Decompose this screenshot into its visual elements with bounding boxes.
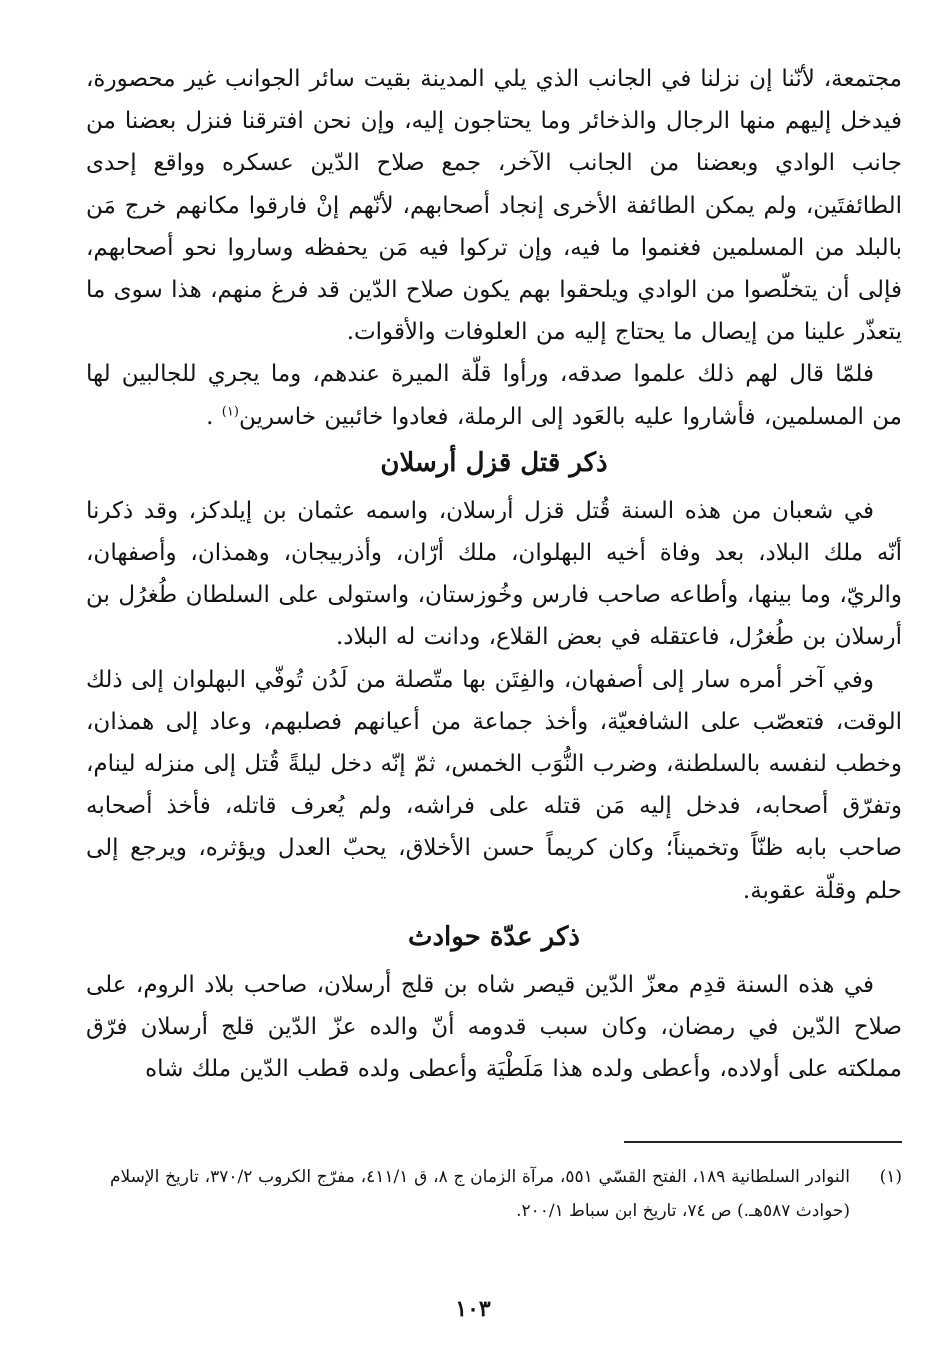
section-heading-events: ذكر عدّة حوادث [408, 921, 580, 952]
paragraph-continued: مجتمعة، لأنّنا إن نزلنا في الجانب الذي يلي المدينة بقيت سائر الجوانب غير محصورة، فيدخل إليهم منها الرجال والذخائر وما يحتاجون إليه، وإن نحن افترقنا فنزل بعضنا من جانب الوادي وبعضنا من الجانب الآخر، جمع صلاح الدّين عسكره وواقع إحدى الطائفتَين، ولم يمكن الطائفة الأخرى إنجاد أصحابهم، لأنّهم إنْ فارقوا مكانهم خرج مَن بالبلد من المسلمين فغنموا ما فيه، وإن تركوا فيه مَن يحفظه وساروا نحو أصحابهم، فإلى أن يتخلّصوا من الوادي ويلحقوا بهم يكون صلاح الدّين قد فرغ منهم، هذا سوى ما يتعذّر علينا من إيصال ما يحتاج إليه من العلوفات والأقوات. [86, 66, 902, 346]
paragraph-return-text: فلمّا قال لهم ذلك علموا صدقه، ورأوا قلّة الميرة عندهم، وما يجري للجالبين لها من المسلمين، فأشاروا عليه بالعَود إلى الرملة، فعادوا خائبين خاسرين [86, 361, 902, 430]
footnote-text: النوادر السلطانية ١٨٩، الفتح القسّي ٥٥١، مرآة الزمان ج ٨، ق ٤١١/١، مفرّج الكروب ٣٧٠/٢، تاريخ الإسلام (حوادث ٥٨٧هـ.) ص ٧٤، تاريخ ابن سباط ٢٠٠/١. [110, 1167, 850, 1221]
paragraph-return [86, 353, 902, 437]
paragraph-events-1: في هذه السنة قدِم معزّ الدّين قيصر شاه بن قلج أرسلان، صاحب بلاد الروم، على صلاح الدّين في رمضان، وكان سبب قدومه أنّ والده عزّ الدّين قلج أرسلان فرّق مملكته على أولاده، وأعطى ولده هذا مَلَطْيَة وأعطى ولده قطب الدّين ملك شاه [86, 971, 903, 1083]
footnote-ref-1: (١) [221, 403, 239, 419]
paragraph-return-end: . [206, 403, 214, 430]
footnotes-section [110, 1160, 902, 1228]
page-number: ١٠٣ [455, 1296, 491, 1322]
footnote-marker: (١) [879, 1167, 902, 1187]
footnote-divider [624, 1141, 902, 1143]
section-heading-qizil-arslan: ذكر قتل قزل أرسلان [380, 447, 608, 478]
paragraph-qizil-arslan-2: وفي آخر أمره سار إلى أصفهان، والفِتَن بها متّصلة من لَدُن تُوفّي البهلوان إلى ذلك الوقت، فتعصّب على الشافعيّة، وأخذ جماعة من أعيانهم فصلبهم، وعاد إلى همذان، وخطب لنفسه بالسلطنة، وضرب النُّوَب الخمس، ثمّ إنّه دخل ليلةً قُتل إلى منزله لينام، وتفرّق أصحابه، فدخل إليه مَن قتله على فراشه، ولم يُعرف قاتله، فأخذ أصحابه صاحب بابه ظنّاً وتخميناً؛ وكان كريماً حسن الأخلاق، يحبّ العدل ويؤثره، ويرجع إلى حلم وقلّة عقوبة. [86, 666, 902, 904]
footnote-1 [110, 1160, 902, 1228]
main-text [86, 58, 902, 1090]
paragraph-qizil-arslan-1: في شعبان من هذه السنة قُتل قزل أرسلان، واسمه عثمان بن إيلدكز، وقد ذكرنا أنّه ملك البلاد، بعد وفاة أخيه البهلوان، ملك أرّان، وأذربيجان، وهمذان، وأصفهان، والريّ، وما بينها، وأطاعه صاحب فارس وخُوزستان، واستولى على السلطان طُغرُل بن أرسلان بن طُغرُل، فاعتقله في بعض القلاع، ودانت له البلاد. [86, 497, 902, 651]
